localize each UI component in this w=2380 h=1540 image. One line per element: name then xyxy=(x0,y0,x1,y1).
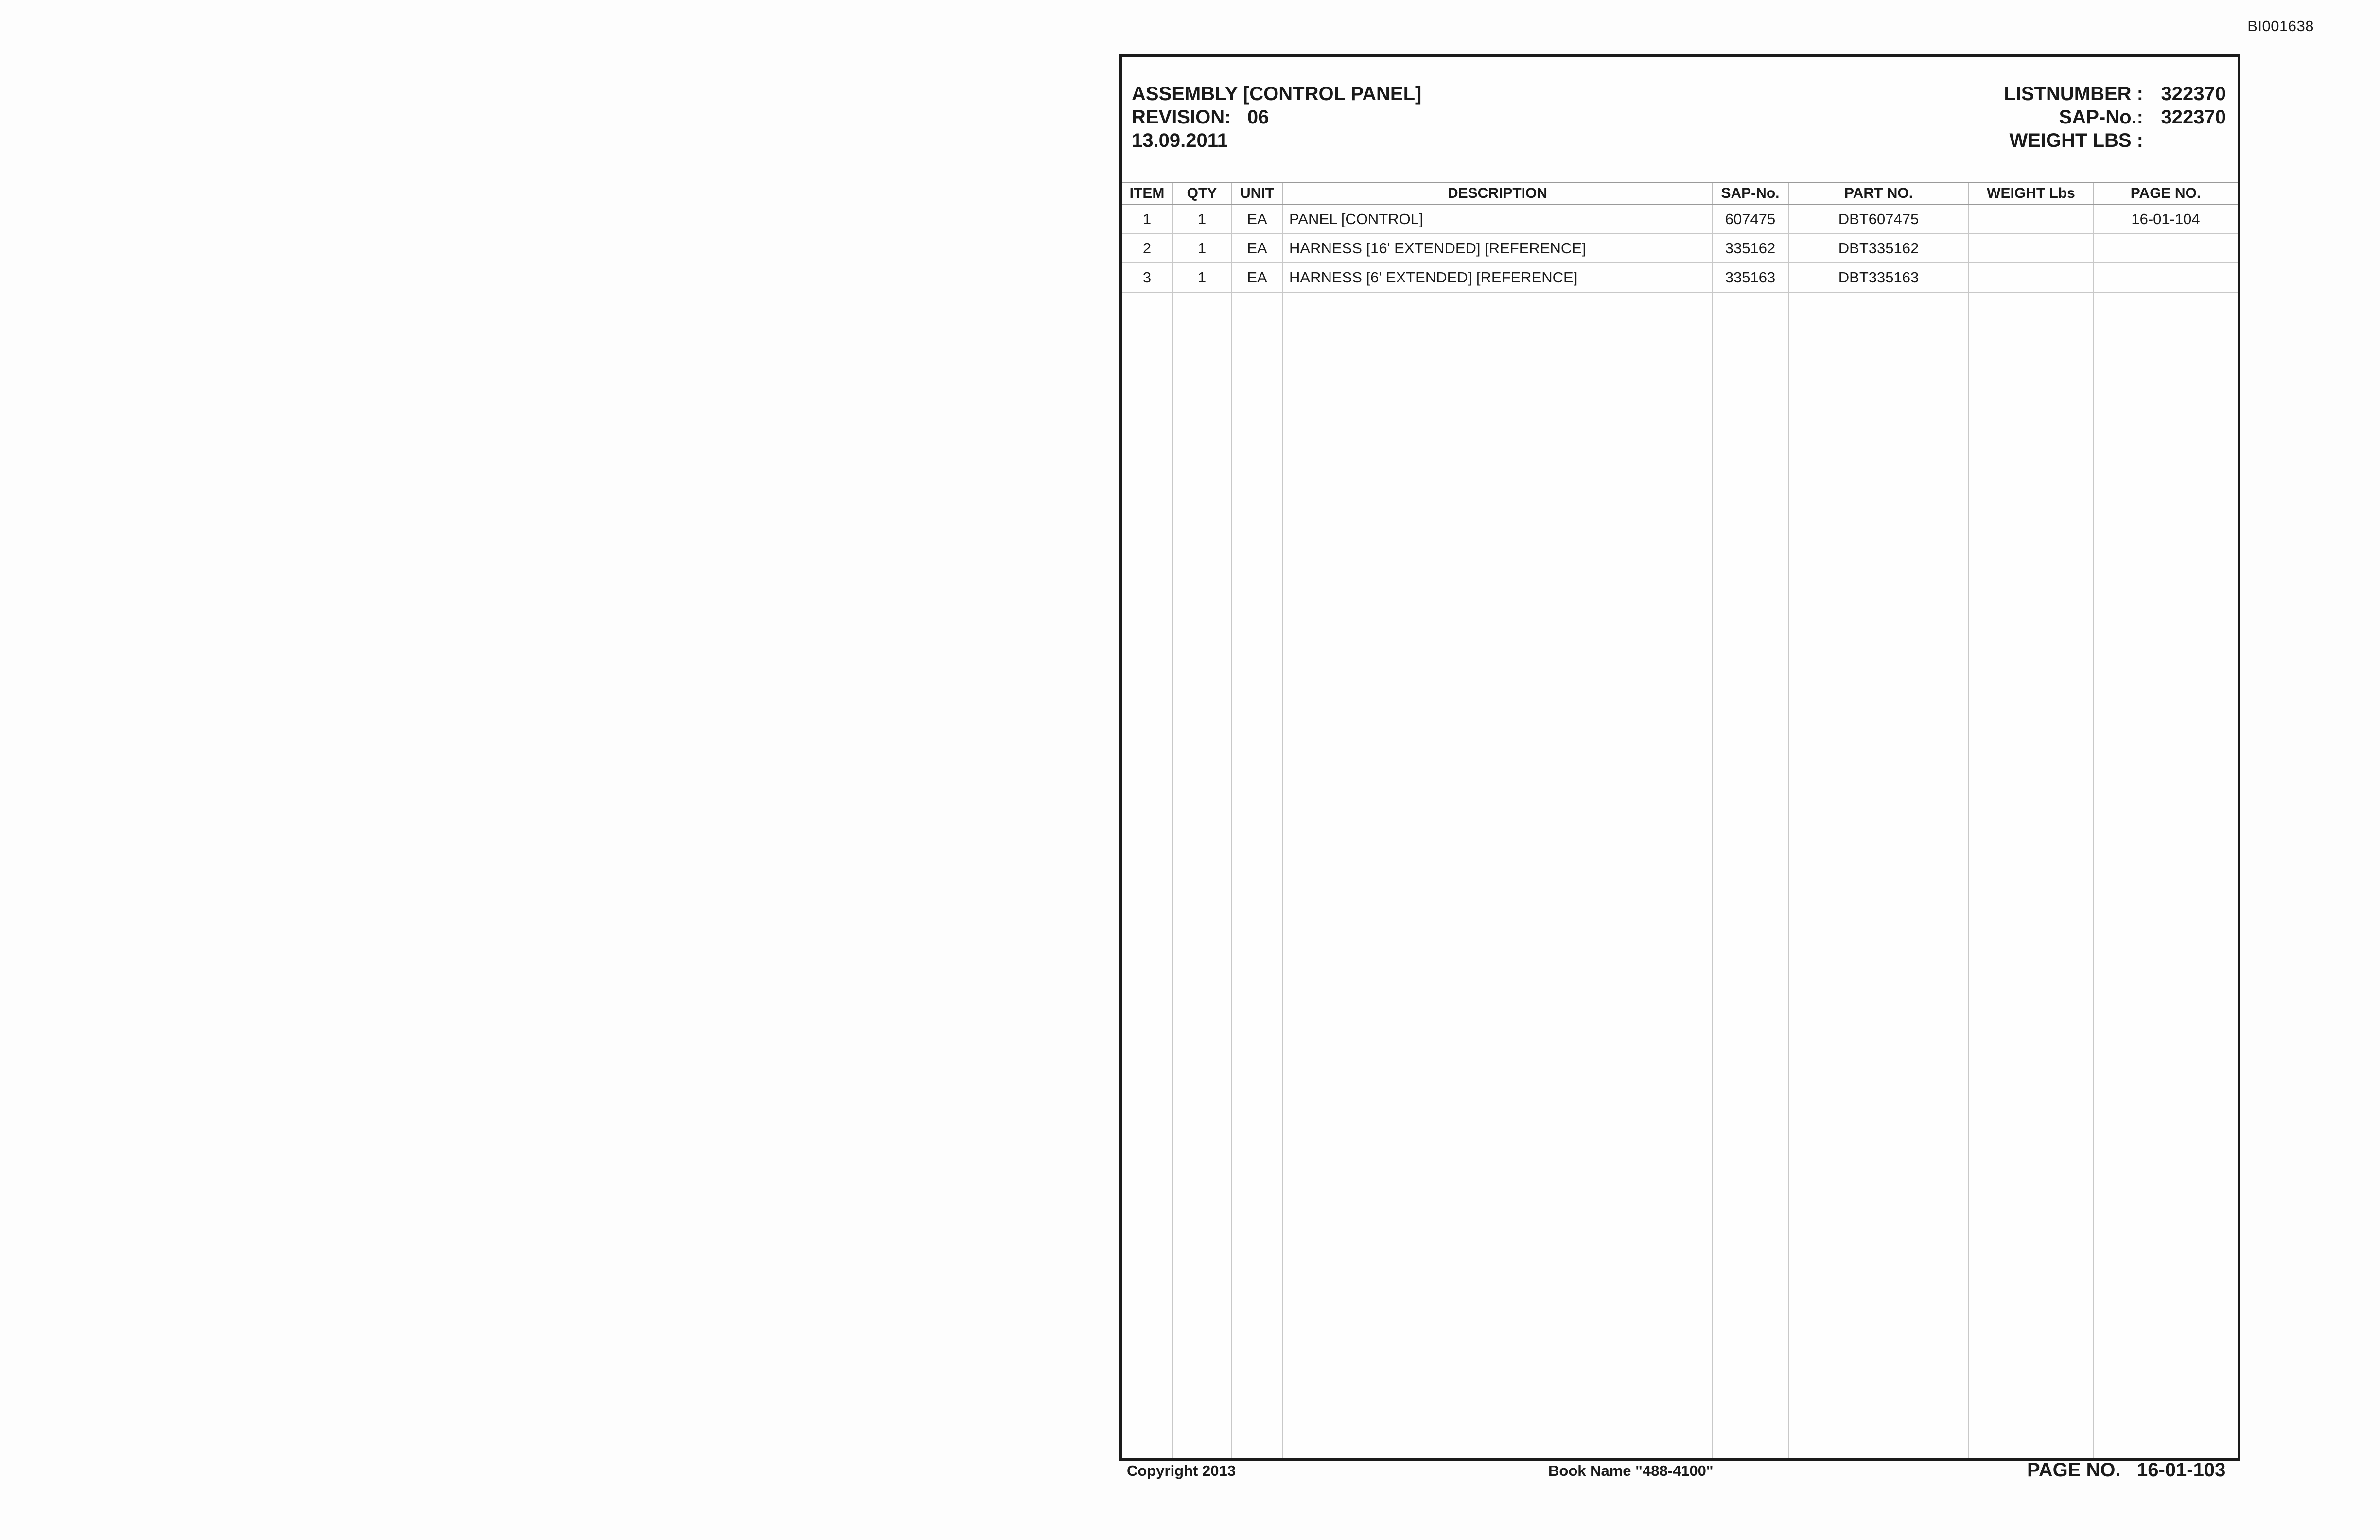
listnumber-label: LISTNUMBER : xyxy=(2004,83,2143,105)
sap-row xyxy=(2004,105,2226,129)
column-divider xyxy=(1282,182,1283,1458)
column-divider xyxy=(1712,182,1713,1458)
cell-qty: 1 xyxy=(1172,263,1231,292)
weight-label: WEIGHT LBS : xyxy=(2009,130,2143,151)
cell-item: 3 xyxy=(1122,263,1172,292)
table-row xyxy=(1122,205,2238,234)
revision-line xyxy=(1132,105,1421,129)
cell-description: HARNESS [6' EXTENDED] [REFERENCE] xyxy=(1283,263,1712,292)
cell-sap-no: 607475 xyxy=(1712,205,1788,234)
copyright-notice: Copyright 2013 xyxy=(1127,1462,1236,1479)
table-header-row xyxy=(1122,182,2238,205)
listnumber-row xyxy=(2004,82,2226,105)
cell-sap-no: 335163 xyxy=(1712,263,1788,292)
parts-table xyxy=(1122,182,2238,293)
cell-qty: 1 xyxy=(1172,234,1231,263)
cell-page-no: 16-01-104 xyxy=(2093,205,2238,234)
page-number xyxy=(2027,1459,2225,1481)
cell-item: 1 xyxy=(1122,205,1172,234)
cell-weight xyxy=(1969,234,2093,263)
column-header-qty: QTY xyxy=(1172,182,1231,205)
cell-description: PANEL [CONTROL] xyxy=(1283,205,1712,234)
cell-weight xyxy=(1969,263,2093,292)
table-row xyxy=(1122,263,2238,292)
page-number-value: 16-01-103 xyxy=(2136,1459,2226,1481)
cell-unit: EA xyxy=(1231,263,1283,292)
cell-unit: EA xyxy=(1231,234,1283,263)
column-header-item: ITEM xyxy=(1122,182,1172,205)
cell-qty: 1 xyxy=(1172,205,1231,234)
cell-page-no xyxy=(2093,234,2238,263)
cell-part-no: DBT335163 xyxy=(1788,263,1969,292)
column-divider xyxy=(1968,182,1969,1458)
column-header-weight: WEIGHT Lbs xyxy=(1969,182,2093,205)
assembly-title: ASSEMBLY [CONTROL PANEL] xyxy=(1132,83,1422,105)
cell-unit: EA xyxy=(1231,205,1283,234)
weight-value xyxy=(2143,129,2226,152)
column-divider xyxy=(1788,182,1789,1458)
page-number-label: PAGE NO. xyxy=(2027,1459,2121,1481)
cell-part-no: DBT607475 xyxy=(1788,205,1969,234)
column-header-sap-no: SAP-No. xyxy=(1712,182,1788,205)
cell-page-no xyxy=(2093,263,2238,292)
revision-label: REVISION: xyxy=(1132,106,1231,128)
sap-label: SAP-No.: xyxy=(2059,106,2143,128)
column-header-page-no: PAGE NO. xyxy=(2093,182,2238,205)
column-divider xyxy=(1172,182,1173,1458)
list-info xyxy=(2004,82,2226,152)
cell-item: 2 xyxy=(1122,234,1172,263)
column-divider xyxy=(2093,182,2094,1458)
document-id: BI001638 xyxy=(2247,18,2314,35)
cell-sap-no: 335162 xyxy=(1712,234,1788,263)
column-divider xyxy=(1231,182,1232,1458)
cell-part-no: DBT335162 xyxy=(1788,234,1969,263)
revision-value: 06 xyxy=(1247,106,1269,128)
book-name: Book Name "488-4100" xyxy=(1548,1462,1714,1479)
cell-weight xyxy=(1969,205,2093,234)
listnumber-value: 322370 xyxy=(2161,83,2226,105)
sap-value: 322370 xyxy=(2161,106,2226,128)
column-header-description: DESCRIPTION xyxy=(1283,182,1712,205)
assembly-header xyxy=(1132,82,1421,152)
column-header-part-no: PART NO. xyxy=(1788,182,1969,205)
cell-description: HARNESS [16' EXTENDED] [REFERENCE] xyxy=(1283,234,1712,263)
table-row xyxy=(1122,234,2238,263)
parts-list-frame xyxy=(1119,54,2240,1461)
revision-date: 13.09.2011 xyxy=(1132,130,1228,151)
column-header-unit: UNIT xyxy=(1231,182,1283,205)
weight-row xyxy=(2004,129,2226,152)
